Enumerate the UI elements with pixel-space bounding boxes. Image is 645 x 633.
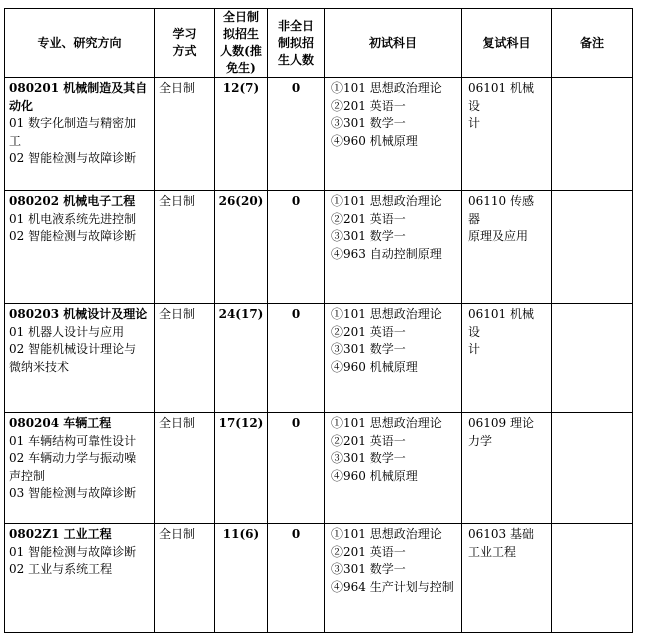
research-direction: 01 车辆结构可靠性设计 <box>9 433 137 448</box>
header-notes: 备注 <box>552 9 633 78</box>
fulltime-quota: 11(6) <box>215 524 268 633</box>
major-cell <box>5 524 155 633</box>
notes-cell <box>552 304 633 413</box>
header-parttime-quota: 非全日 制拟招 生人数 <box>268 9 325 78</box>
major-title: 080204 车辆工程 <box>9 416 112 430</box>
research-direction: 01 智能检测与故障诊断 <box>9 544 137 559</box>
retest-subject: 06103 基础 工业工程 <box>462 524 552 633</box>
research-direction: 02 智能机械设计理论与 <box>9 342 137 356</box>
research-direction: 02 智能检测与故障诊断 <box>9 229 137 243</box>
major-title: 080202 机械电子工程 <box>9 194 136 208</box>
research-direction: 02 车辆动力学与振动噪 <box>9 451 137 465</box>
study-mode: 全日制 <box>155 413 215 524</box>
header-study-mode: 学习 方式 <box>155 9 215 78</box>
research-direction: 01 机电液系统先进控制 <box>9 211 137 226</box>
study-mode: 全日制 <box>155 191 215 304</box>
preliminary-exams: ①101 思想政治理论 ②201 英语一 ③301 数学一 ④964 生产计划与控制 <box>325 524 462 633</box>
preliminary-exams: ①101 思想政治理论 ②201 英语一 ③301 数学一 ④960 机械原理 <box>325 304 462 413</box>
study-mode: 全日制 <box>155 78 215 191</box>
research-direction: 02 智能检测与故障诊断 <box>9 151 137 165</box>
study-mode: 全日制 <box>155 304 215 413</box>
table-row <box>5 78 633 191</box>
header-retest-subject: 复试科目 <box>462 9 552 78</box>
notes-cell <box>552 191 633 304</box>
retest-subject: 06101 机械设 计 <box>462 78 552 191</box>
research-direction: 02 工业与系统工程 <box>9 562 113 576</box>
table-row <box>5 413 633 524</box>
header-fulltime-quota: 全日制 拟招生 人数(推 免生) <box>215 9 268 78</box>
notes-cell <box>552 78 633 191</box>
major-title: 080201 机械制造及其自 动化 <box>9 81 148 113</box>
fulltime-quota: 24(17) <box>215 304 268 413</box>
preliminary-exams: ①101 思想政治理论 ②201 英语一 ③301 数学一 ④960 机械原理 <box>325 413 462 524</box>
parttime-quota: 0 <box>268 413 325 524</box>
header-row <box>5 9 633 78</box>
table-row <box>5 191 633 304</box>
research-direction: 03 智能检测与故障诊断 <box>9 486 137 500</box>
preliminary-exams: ①101 思想政治理论 ②201 英语一 ③301 数学一 ④963 自动控制原理 <box>325 191 462 304</box>
research-direction: 01 数字化制造与精密加 <box>9 116 137 130</box>
major-cell <box>5 413 155 524</box>
parttime-quota: 0 <box>268 524 325 633</box>
retest-subject: 06109 理论 力学 <box>462 413 552 524</box>
major-cell <box>5 191 155 304</box>
notes-cell <box>552 524 633 633</box>
header-preliminary-exam: 初试科目 <box>325 9 462 78</box>
notes-cell <box>552 413 633 524</box>
preliminary-exams: ①101 思想政治理论 ②201 英语一 ③301 数学一 ④960 机械原理 <box>325 78 462 191</box>
parttime-quota: 0 <box>268 304 325 413</box>
research-direction: 工 <box>9 133 22 148</box>
major-cell <box>5 78 155 191</box>
major-title: 0802Z1 工业工程 <box>9 527 112 541</box>
table-row <box>5 304 633 413</box>
table-row <box>5 524 633 633</box>
research-direction: 微纳米技术 <box>9 359 70 374</box>
fulltime-quota: 26(20) <box>215 191 268 304</box>
research-direction: 01 机器人设计与应用 <box>9 324 125 339</box>
parttime-quota: 0 <box>268 78 325 191</box>
fulltime-quota: 12(7) <box>215 78 268 191</box>
parttime-quota: 0 <box>268 191 325 304</box>
major-cell <box>5 304 155 413</box>
retest-subject: 06101 机械设 计 <box>462 304 552 413</box>
header-major: 专业、研究方向 <box>5 9 155 78</box>
retest-subject: 06110 传感器 原理及应用 <box>462 191 552 304</box>
admissions-table <box>4 8 633 633</box>
major-title: 080203 机械设计及理论 <box>9 307 148 321</box>
research-direction: 声控制 <box>9 468 46 483</box>
fulltime-quota: 17(12) <box>215 413 268 524</box>
study-mode: 全日制 <box>155 524 215 633</box>
